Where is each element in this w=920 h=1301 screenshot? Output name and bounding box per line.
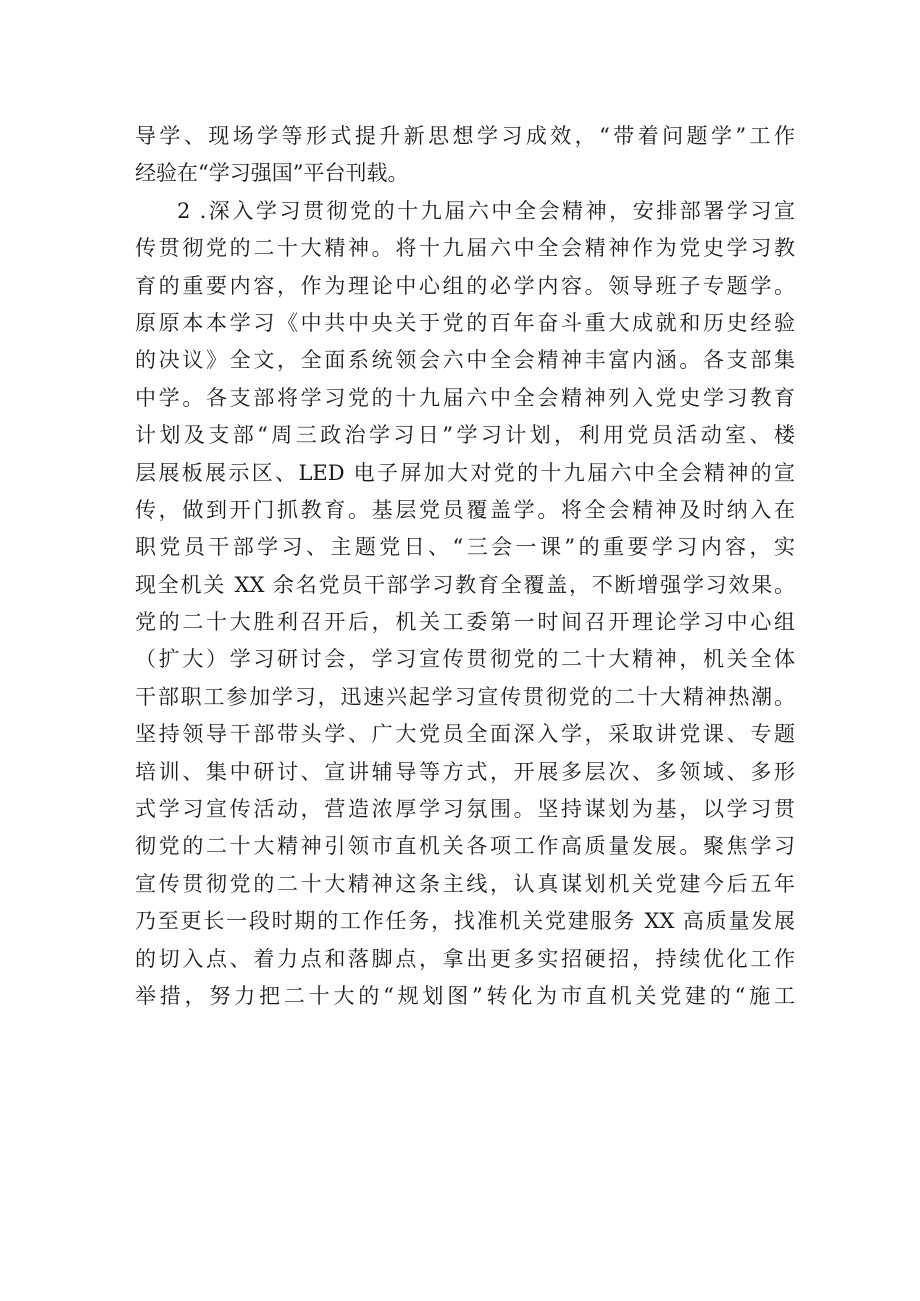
text-line: 的切入点、着力点和落脚点，拿出更多实招硬招，持续优化工作: [135, 946, 795, 971]
body-text: [135, 118, 795, 1015]
text-line: 培训、集中研讨、宣讲辅导等方式，开展多层次、多领域、多形: [135, 759, 795, 784]
text-line: 现全机关 XX 余名党员干部学习教育全覆盖，不断增强学习效果。: [135, 572, 795, 597]
text-line: 举措，努力把二十大的“规划图”转化为市直机关党建的“施工: [135, 983, 795, 1008]
text-line: 乃至更长一段时期的工作任务，找准机关党建服务 XX 高质量发展: [135, 909, 795, 934]
text-line: 层展板展示区、LED 电子屏加大对党的十九届六中全会精神的宣: [135, 460, 795, 485]
text-line: 传，做到开门抓教育。基层党员覆盖学。将全会精神及时纳入在: [135, 497, 795, 522]
text-line: 传贯彻党的二十大精神。将十九届六中全会精神作为党史学习教: [135, 236, 795, 261]
text-line: （扩大）学习研讨会，学习宣传贯彻党的二十大精神，机关全体: [135, 647, 795, 672]
text-line: 计划及支部“周三政治学习日”学习计划，利用党员活动室、楼: [135, 423, 795, 448]
text-line: 原原本本学习《中共中央关于党的百年奋斗重大成就和历史经验: [135, 310, 795, 335]
text-line: 职党员干部学习、主题党日、“三会一课”的重要学习内容，实: [135, 535, 795, 560]
text-line: 中学。各支部将学习党的十九届六中全会精神列入党史学习教育: [135, 385, 795, 410]
text-line: 党的二十大胜利召开后，机关工委第一时间召开理论学习中心组: [135, 610, 795, 635]
text-line: 干部职工参加学习，迅速兴起学习宣传贯彻党的二十大精神热潮。: [135, 684, 795, 709]
text-line: 坚持领导干部带头学、广大党员全面深入学，采取讲党课、专题: [135, 722, 795, 747]
text-line: 的决议》全文，全面系统领会六中全会精神丰富内涵。各支部集: [135, 348, 795, 373]
text-line: 导学、现场学等形式提升新思想学习成效，“带着问题学”工作: [135, 124, 795, 148]
text-line: 彻党的二十大精神引领市直机关各项工作高质量发展。聚焦学习: [135, 834, 795, 859]
text-line: 育的重要内容，作为理论中心组的必学内容。领导班子专题学。: [135, 273, 795, 298]
text-line: 式学习宣传活动，营造浓厚学习氛围。坚持谋划为基，以学习贯: [135, 797, 795, 822]
text-line: 经验在“学习强国”平台刊载。: [135, 161, 409, 186]
text-line: 宣传贯彻党的二十大精神这条主线，认真谋划机关党建今后五年: [135, 871, 795, 896]
text-line: 2 .深入学习贯彻党的十九届六中全会精神，安排部署学习宣: [177, 198, 795, 223]
